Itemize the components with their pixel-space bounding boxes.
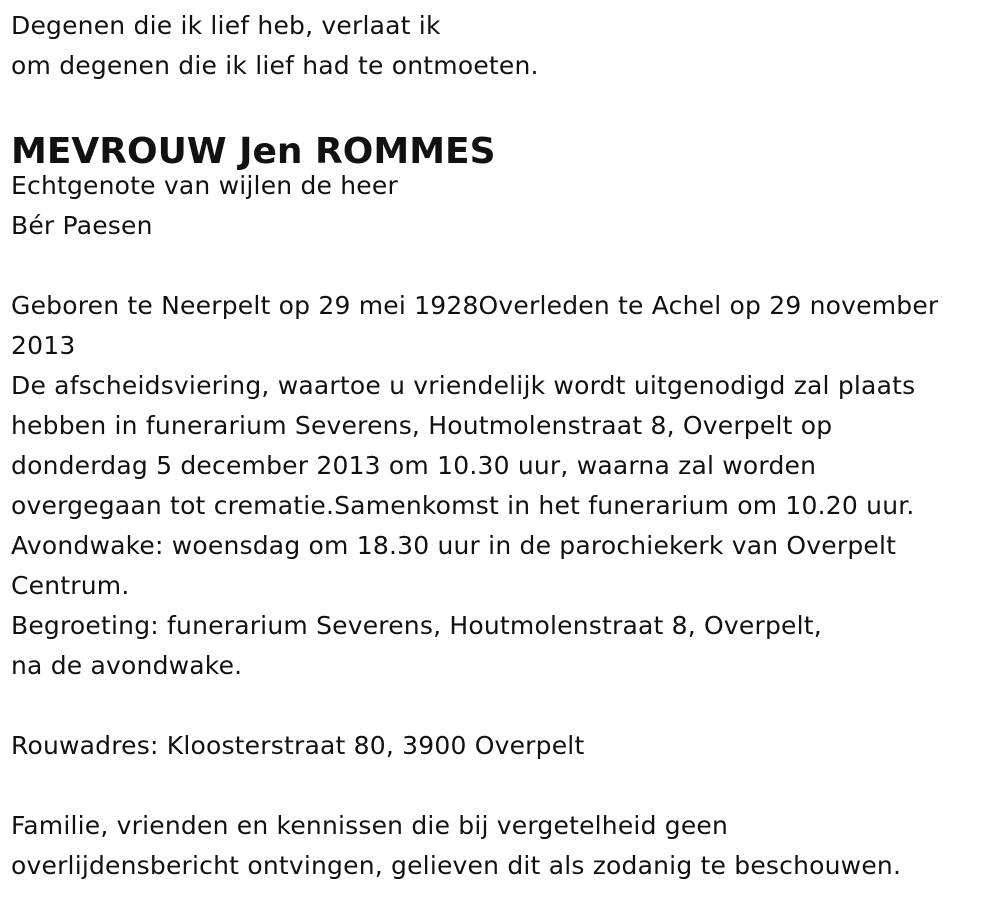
spouse-info [11, 166, 986, 246]
spouse-line-2: Bér Paesen [11, 211, 153, 240]
birth-death-line-2: 2013 [11, 331, 76, 360]
death-notice [11, 6, 986, 886]
motto-line-1: Degenen die ik lief heb, verlaat ik [11, 11, 441, 40]
ceremony-line-3: donderdag 5 december 2013 om 10.30 uur, waarna zal worden [11, 451, 817, 480]
ceremony-line-5: Avondwake: woensdag om 18.30 uur in de parochiekerk van Overpelt [11, 531, 897, 560]
spouse-line-1: Echtgenote van wijlen de heer [11, 171, 398, 200]
closing-line-2: overlijdensbericht ontvingen, gelieven dit als zodanig te beschouwen. [11, 851, 902, 880]
closing-note [11, 806, 986, 886]
mourning-address: Rouwadres: Kloosterstraat 80, 3900 Overpelt [11, 731, 585, 760]
motto-line-2: om degenen die ik lief had te ontmoeten. [11, 51, 539, 80]
ceremony-line-8: na de avondwake. [11, 651, 243, 680]
ceremony-line-1: De afscheidsviering, waartoe u vriendelijk wordt uitgenodigd zal plaats [11, 371, 916, 400]
deceased-name: MEVROUW Jen ROMMES [11, 131, 496, 172]
spacer [11, 766, 986, 806]
closing-line-1: Familie, vrienden en kennissen die bij vergetelheid geen [11, 811, 729, 840]
ceremony-line-6: Centrum. [11, 571, 130, 600]
spacer [11, 686, 986, 726]
motto [11, 6, 986, 86]
ceremony-line-2: hebben in funerarium Severens, Houtmolenstraat 8, Overpelt op [11, 411, 833, 440]
ceremony-line-7: Begroeting: funerarium Severens, Houtmolenstraat 8, Overpelt, [11, 611, 822, 640]
birth-death-info [11, 286, 986, 366]
ceremony-info [11, 366, 986, 686]
spacer [11, 246, 986, 286]
birth-death-line-1: Geboren te Neerpelt op 29 mei 1928Overleden te Achel op 29 november [11, 291, 939, 320]
ceremony-line-4: overgegaan tot crematie.Samenkomst in het funerarium om 10.20 uur. [11, 491, 915, 520]
